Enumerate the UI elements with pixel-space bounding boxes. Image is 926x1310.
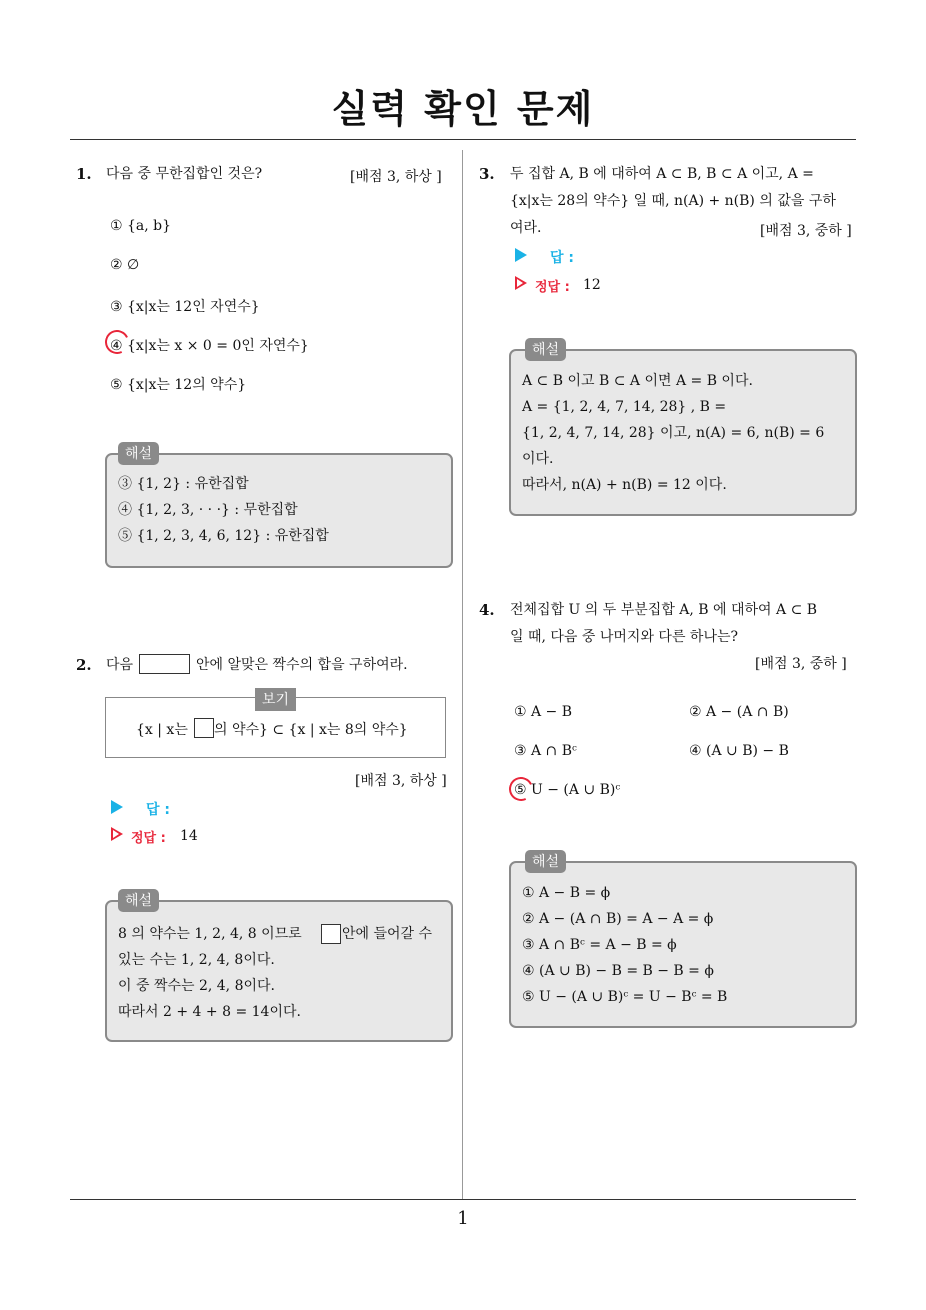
q1-choice-4[interactable]: ④ {x|x는 x × 0 = 0인 자연수} bbox=[110, 338, 309, 354]
q4-solution-tag: 해설 bbox=[525, 850, 566, 873]
q4-solution-line-5: ⑤ U − (A ∪ B)ᶜ = U − Bᶜ = B bbox=[522, 989, 728, 1005]
q2-key-label: 정답 : bbox=[131, 831, 166, 846]
question-1-text: 다음 중 무한집합인 것은? bbox=[106, 166, 263, 182]
q3-solution-line-2: A = {1, 2, 4, 7, 14, 28} , B = bbox=[522, 399, 727, 415]
q2-bogi-after: 의 약수} ⊂ {x | x는 8의 약수} bbox=[214, 722, 408, 738]
q3-solution-tag: 해설 bbox=[525, 338, 566, 361]
column-divider bbox=[462, 150, 463, 1200]
q2-answer-arrow-icon bbox=[111, 800, 123, 814]
question-2-text-before: 다음 bbox=[106, 657, 134, 673]
question-4-line-1: 전체집합 U 의 두 부분집합 A, B 에 대하여 A ⊂ B bbox=[510, 602, 818, 618]
q2-solution-line-4: 따라서 2 + 4 + 8 = 14이다. bbox=[118, 1004, 301, 1020]
q3-answer-arrow-icon bbox=[515, 248, 527, 262]
q2-solution-line-1a: 8 의 약수는 1, 2, 4, 8 이므로 bbox=[118, 926, 302, 942]
q4-choice-3[interactable]: ③ A ∩ Bᶜ bbox=[514, 743, 577, 759]
q1-choice-1[interactable]: ① {a, b} bbox=[110, 218, 172, 234]
footer-rule bbox=[70, 1199, 856, 1200]
question-2-text-after: 안에 알맞은 짝수의 합을 구하여라. bbox=[196, 657, 408, 673]
q1-solution-line-1: ③ {1, 2} : 유한집합 bbox=[118, 476, 249, 492]
question-3-meta: [배점 3, 중하 ] bbox=[760, 223, 852, 239]
q3-key-label: 정답 : bbox=[535, 280, 570, 295]
q1-choice-2[interactable]: ② ∅ bbox=[110, 257, 140, 273]
q2-solution-tag: 해설 bbox=[118, 889, 159, 912]
q3-solution-line-5: 따라서, n(A) + n(B) = 12 이다. bbox=[522, 477, 727, 493]
question-2-meta: [배점 3, 하상 ] bbox=[355, 773, 447, 789]
q4-solution-line-3: ③ A ∩ Bᶜ = A − B = ϕ bbox=[522, 937, 677, 953]
q3-solution-line-1: A ⊂ B 이고 B ⊂ A 이면 A = B 이다. bbox=[522, 373, 753, 389]
q4-choice-1[interactable]: ① A − B bbox=[514, 704, 573, 720]
q3-answer-label: 답 : bbox=[550, 250, 574, 266]
question-3-line-2: {x|x는 28의 약수} 일 때, n(A) + n(B) 의 값을 구하 bbox=[510, 193, 836, 209]
q1-choice-5[interactable]: ⑤ {x|x는 12의 약수} bbox=[110, 377, 247, 393]
q4-choice-2[interactable]: ② A − (A ∩ B) bbox=[689, 704, 789, 720]
q3-solution-line-3: {1, 2, 4, 7, 14, 28} 이고, n(A) = 6, n(B) = 6 bbox=[522, 425, 825, 441]
q2-solution-blank bbox=[321, 924, 341, 944]
q2-blank-box bbox=[139, 654, 190, 674]
q3-key-arrow-icon bbox=[515, 276, 527, 290]
q1-solution-line-2: ④ {1, 2, 3, · · ·} : 무한집합 bbox=[118, 502, 298, 518]
q2-solution-line-1b: 안에 들어갈 수 bbox=[342, 926, 433, 942]
question-2-number: 2. bbox=[76, 656, 92, 674]
question-3-line-1: 두 집합 A, B 에 대하여 A ⊂ B, B ⊂ A 이고, A = bbox=[510, 166, 814, 182]
question-4-number: 4. bbox=[479, 601, 495, 619]
q4-solution-line-4: ④ (A ∪ B) − B = B − B = ϕ bbox=[522, 963, 714, 979]
q2-bogi-blank bbox=[194, 718, 214, 738]
q3-solution-line-4: 이다. bbox=[522, 451, 554, 467]
q4-answer-mark-icon bbox=[506, 774, 537, 805]
header-rule bbox=[70, 139, 856, 140]
q3-key-value: 12 bbox=[583, 277, 601, 293]
question-4-meta: [배점 3, 중하 ] bbox=[755, 656, 847, 672]
question-1-meta: [배점 3, 하상 ] bbox=[350, 169, 442, 185]
question-4-line-2: 일 때, 다음 중 나머지와 다른 하나는? bbox=[510, 629, 738, 645]
q2-bogi-tag: 보기 bbox=[255, 688, 296, 711]
q4-solution-line-2: ② A − (A ∩ B) = A − A = ϕ bbox=[522, 911, 714, 927]
question-3-number: 3. bbox=[479, 165, 495, 183]
q4-choice-4[interactable]: ④ (A ∪ B) − B bbox=[689, 743, 789, 759]
q2-key-value: 14 bbox=[180, 828, 198, 844]
q1-choice-3[interactable]: ③ {x|x는 12인 자연수} bbox=[110, 299, 260, 315]
page-title: 실력 확인 문제 bbox=[331, 87, 595, 131]
q2-solution-line-2: 있는 수는 1, 2, 4, 8이다. bbox=[118, 952, 275, 968]
q1-solution-tag: 해설 bbox=[118, 442, 159, 465]
q4-solution-line-1: ① A − B = ϕ bbox=[522, 885, 611, 901]
q2-solution-line-3: 이 중 짝수는 2, 4, 8이다. bbox=[118, 978, 275, 994]
question-3-line-3: 여라. bbox=[510, 220, 542, 236]
q2-bogi-before: {x | x는 bbox=[136, 722, 188, 738]
question-1-number: 1. bbox=[76, 165, 92, 183]
q2-answer-label: 답 : bbox=[146, 802, 170, 818]
q2-key-arrow-icon bbox=[111, 827, 123, 841]
q4-choice-5[interactable]: ⑤ U − (A ∪ B)ᶜ bbox=[514, 782, 621, 798]
q1-solution-line-3: ⑤ {1, 2, 3, 4, 6, 12} : 유한집합 bbox=[118, 528, 329, 544]
page-number: 1 bbox=[457, 1208, 469, 1229]
